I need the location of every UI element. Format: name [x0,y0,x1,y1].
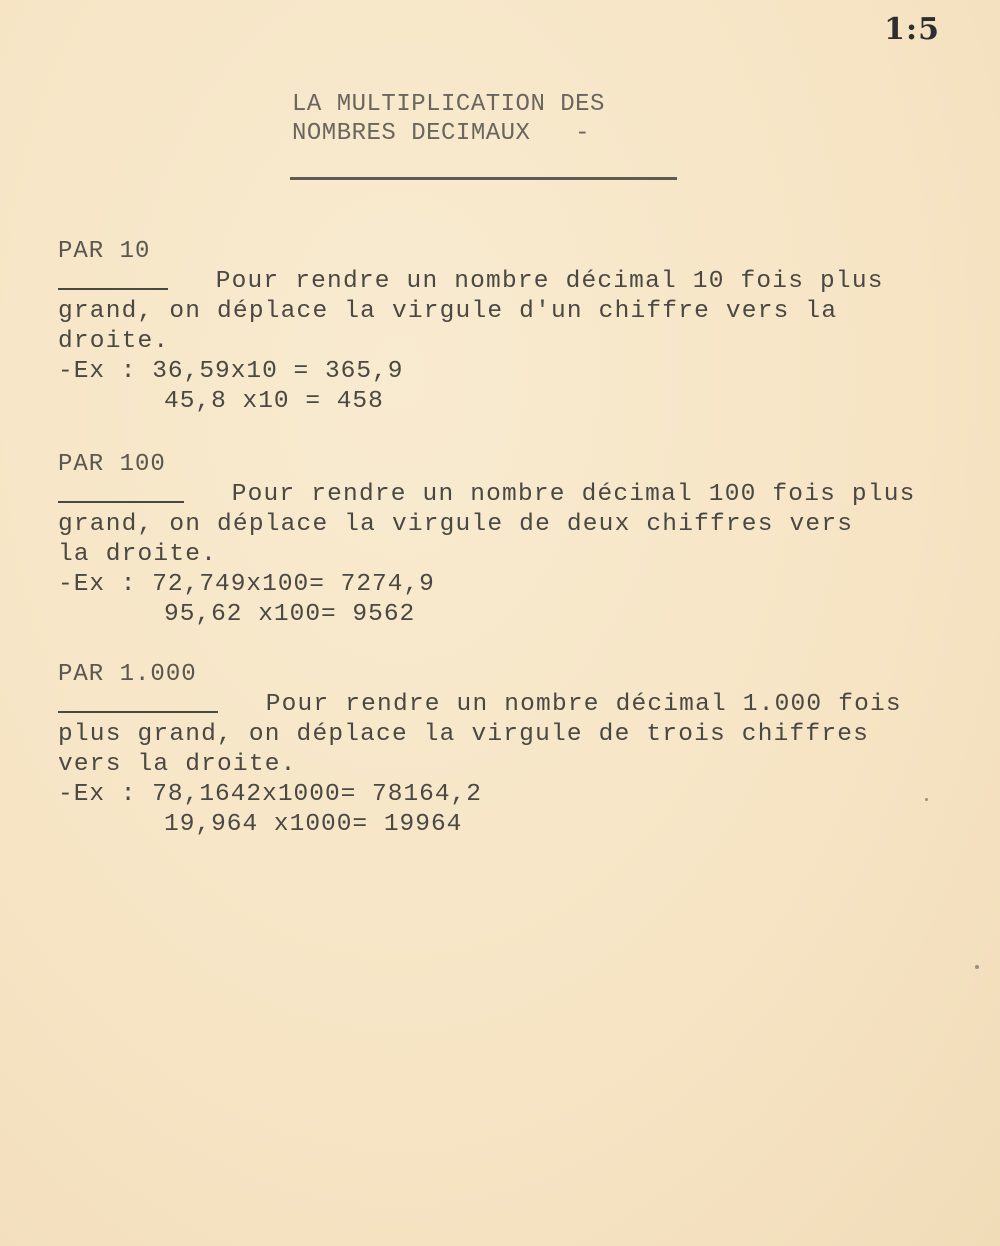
section-par-100 [58,450,998,630]
example-line: 45,8 x10 = 458 [164,388,384,415]
section-line-3: la droite. [58,541,218,568]
section-heading: PAR 10 [58,238,151,265]
title-underline [290,177,677,180]
section-par-1000 [58,660,998,840]
section-line-1 [58,480,998,510]
section-line-3: droite. [58,328,170,355]
blank-rule [58,501,184,503]
example-line: -Ex : 72,749x100= 7274,9 [58,571,435,598]
blank-rule [58,711,218,713]
section-text: Pour rendre un nombre décimal 10 fois plus [215,268,884,295]
example-line: -Ex : 78,1642x1000= 78164,2 [58,781,482,808]
section-text: Pour rendre un nombre décimal 100 fois plus [231,481,916,508]
example-line: 95,62 x100= 9562 [164,601,416,628]
title-line-2: NOMBRES DECIMAUX - [292,120,591,147]
example-line: -Ex : 36,59x10 = 365,9 [58,358,404,385]
section-line-1 [58,690,998,720]
section-heading: PAR 1.000 [58,661,197,688]
section-line-2: grand, on déplace la virgule d'un chiffre vers la [58,298,838,325]
section-par-10 [58,237,998,417]
section-text: Pour rendre un nombre décimal 1.000 fois [265,691,902,718]
paper-speck [925,798,928,801]
blank-rule [58,288,168,290]
example-line: 19,964 x1000= 19964 [164,811,463,838]
title-line-1: LA MULTIPLICATION DES [292,91,605,118]
section-line-3: vers la droite. [58,751,297,778]
page-title [292,90,605,148]
section-heading: PAR 100 [58,451,166,478]
page-number: 1:5 [884,12,940,47]
paper-speck [975,965,979,969]
section-line-1 [58,267,998,297]
section-line-2: plus grand, on déplace la virgule de trois chiffres [58,721,870,748]
section-line-2: grand, on déplace la virgule de deux chiffres vers [58,511,854,538]
